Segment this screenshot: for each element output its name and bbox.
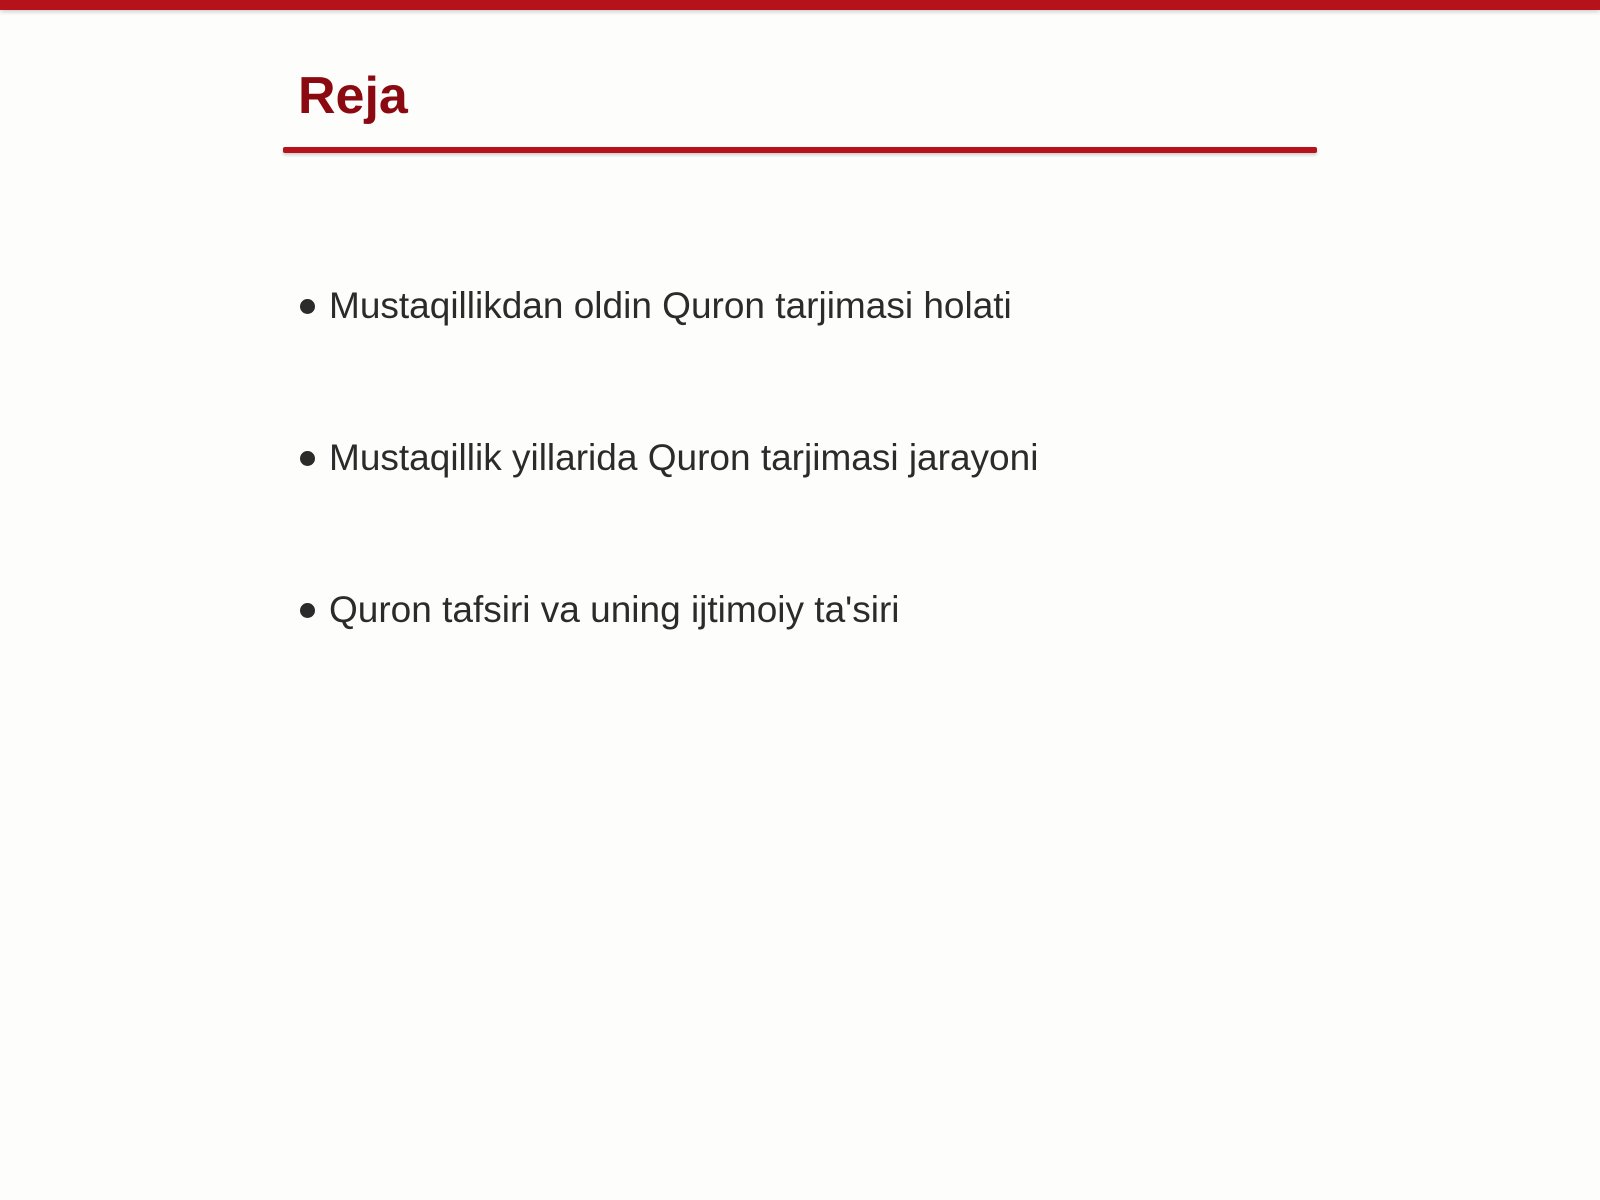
slide-title: Reja [298, 67, 408, 125]
top-accent-bar [0, 0, 1600, 10]
bullet-icon [300, 299, 315, 314]
bullet-list [300, 278, 1038, 734]
list-item [300, 582, 1038, 638]
list-item-text: Mustaqillikdan oldin Quron tarjimasi holati [329, 285, 1012, 326]
bullet-icon [300, 603, 315, 618]
list-item-text: Quron tafsiri va uning ijtimoiy ta'siri [329, 589, 900, 630]
list-item [300, 278, 1038, 334]
bullet-icon [300, 451, 315, 466]
list-item [300, 430, 1038, 486]
title-underline [283, 147, 1317, 153]
list-item-text: Mustaqillik yillarida Quron tarjimasi jarayoni [329, 437, 1039, 478]
